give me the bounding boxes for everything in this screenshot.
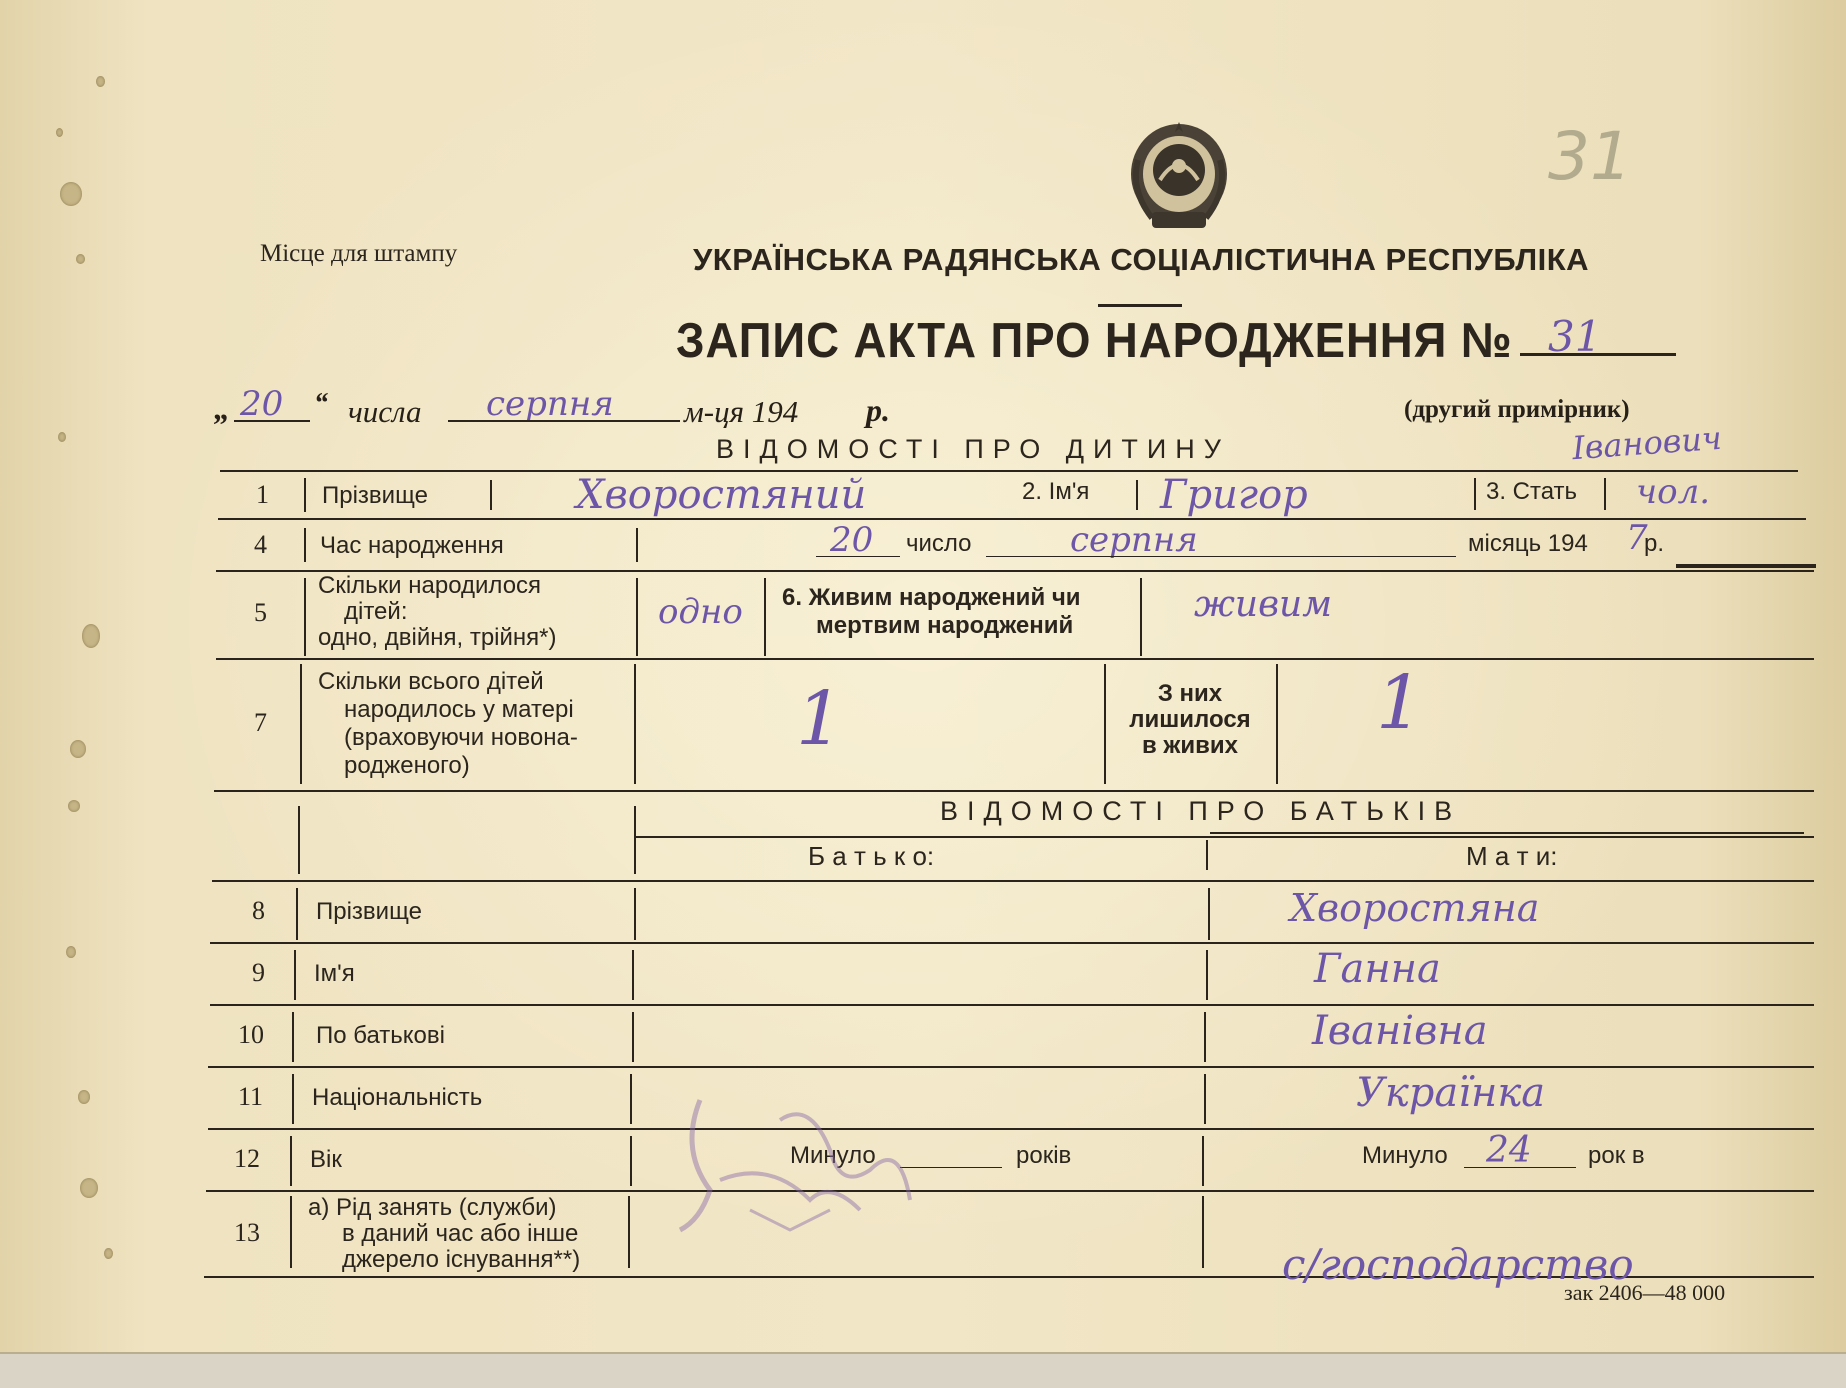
row-number: 12 — [234, 1144, 260, 1173]
rule — [294, 950, 296, 1000]
date-day-label: числа — [348, 394, 422, 429]
row-number: 13 — [234, 1218, 260, 1247]
republic-title: УКРАЇНСЬКА РАДЯНСЬКА СОЦІАЛІСТИЧНА РЕСПУБЛІКА — [693, 242, 1590, 277]
punch-hole — [60, 182, 82, 206]
row-number: 9 — [252, 958, 265, 987]
value-line — [816, 556, 900, 557]
rule — [1104, 664, 1106, 784]
birth-month-label: місяць 194 — [1468, 530, 1588, 557]
date-close-quote: “ — [314, 388, 328, 419]
alive-or-stillborn-value: живим — [1194, 584, 1333, 625]
mother-age-prefix: Минуло — [1362, 1142, 1448, 1169]
birth-year-label: р. — [1644, 530, 1665, 557]
alive-children-label: в живих — [1141, 732, 1239, 759]
birth-day: 20 — [830, 520, 874, 560]
rule — [214, 790, 1814, 792]
value-line — [690, 1004, 1210, 1006]
occupation-label: джерело існування**) — [342, 1246, 581, 1273]
row-number: 11 — [238, 1082, 264, 1111]
child-section-heading: ВІДОМОСТІ ПРО ДИТИНУ — [716, 434, 1230, 464]
value-line — [986, 556, 1456, 557]
rule — [634, 806, 636, 874]
rule — [220, 470, 1798, 472]
alive-children-value: 1 — [1376, 660, 1424, 746]
divider — [1098, 304, 1182, 307]
rule — [1204, 1074, 1206, 1124]
rule — [212, 880, 1814, 882]
date-month: серпня — [486, 384, 614, 424]
rule — [1204, 1012, 1206, 1062]
punch-hole — [82, 624, 100, 648]
alive-children-label: З них — [1157, 680, 1223, 707]
document-title: ЗАПИС АКТА ПРО НАРОДЖЕННЯ № — [676, 314, 1513, 368]
punch-hole — [56, 128, 63, 137]
paper-bottom-edge — [0, 1352, 1846, 1388]
rule — [292, 1012, 294, 1062]
rule — [1206, 950, 1208, 1000]
parent-age-label: Вік — [310, 1146, 342, 1173]
mother-age-value: 24 — [1486, 1130, 1532, 1171]
rule — [290, 1196, 292, 1268]
alive-children-label: лишилося — [1129, 706, 1251, 733]
date-year-label: р. — [866, 392, 890, 428]
punch-hole — [58, 432, 66, 442]
rule — [304, 528, 306, 562]
occupation-label: в даний час або інше — [342, 1220, 579, 1247]
mother-patronymic: Іванівна — [1312, 1008, 1488, 1054]
total-children-label: родженого) — [344, 752, 470, 779]
rule — [1474, 478, 1476, 510]
rule — [632, 950, 634, 1000]
rule — [764, 578, 766, 656]
mother-nationality: Українка — [1356, 1070, 1546, 1116]
children-count-value: одно — [658, 592, 743, 632]
coat-of-arms-emblem — [1122, 120, 1236, 236]
rule — [1276, 664, 1278, 784]
row-number: 10 — [238, 1020, 264, 1049]
rule — [1604, 478, 1606, 510]
rule — [216, 658, 1814, 660]
alive-or-stillborn-label: мертвим народжений — [816, 612, 1074, 639]
rule — [634, 888, 636, 940]
birth-time-label: Час народження — [320, 532, 504, 559]
mother-occupation: с/господарство — [1282, 1240, 1634, 1289]
sex-label: 3. Стать — [1486, 478, 1578, 505]
punch-hole — [96, 76, 105, 87]
act-number-underline — [1520, 353, 1676, 356]
punch-hole — [76, 254, 85, 264]
children-count-label: одно, двійня, трійня*) — [318, 624, 557, 651]
date-month-underline — [448, 420, 680, 422]
surname-label: Прізвище — [322, 482, 428, 509]
row-number: 8 — [252, 896, 265, 925]
total-children-value: 1 — [796, 676, 844, 762]
punch-hole — [80, 1178, 98, 1198]
parent-surname-label: Прізвище — [316, 898, 422, 925]
act-number: 31 — [1548, 312, 1602, 361]
rule — [296, 888, 298, 940]
archive-number: 31 — [1548, 118, 1632, 195]
punch-hole — [78, 1090, 90, 1104]
punch-hole — [68, 800, 80, 812]
mother-age-suffix: рок в — [1588, 1142, 1645, 1169]
rule — [218, 518, 1806, 520]
father-header: Б а т ь к о: — [808, 841, 935, 871]
total-children-label: Скільки всього дітей — [318, 668, 544, 695]
rule — [290, 1136, 292, 1186]
name-label: 2. Ім'я — [1022, 478, 1090, 505]
parents-section-heading: ВІДОМОСТІ ПРО БАТЬКІВ — [940, 796, 1462, 826]
child-patronymic-note: Іванович — [1570, 418, 1723, 468]
row-number: 5 — [254, 598, 267, 627]
rule — [1676, 564, 1816, 568]
rule — [1208, 888, 1210, 940]
rule — [304, 478, 306, 512]
rule — [634, 664, 636, 784]
rule — [1202, 1136, 1204, 1186]
rule — [630, 1136, 632, 1186]
total-children-label: народилось у матері — [344, 696, 574, 723]
parent-name-label: Ім'я — [314, 960, 355, 987]
mother-name: Ганна — [1314, 946, 1441, 992]
rule — [300, 664, 302, 784]
punch-hole — [66, 946, 76, 958]
child-name: Григор — [1160, 472, 1308, 518]
date-open-quote: „ — [214, 390, 230, 426]
occupation-label: а) Рід занять (служби) — [308, 1194, 557, 1221]
row-number: 4 — [254, 530, 267, 559]
child-sex: чол. — [1636, 472, 1711, 512]
rule — [1136, 480, 1138, 510]
rule — [490, 480, 492, 510]
row-number: 1 — [256, 480, 269, 509]
parent-patronymic-label: По батькові — [316, 1022, 445, 1049]
children-count-label: дітей: — [344, 598, 408, 625]
rule — [628, 1196, 630, 1268]
rule — [636, 578, 638, 656]
rule — [1202, 1196, 1204, 1268]
rule — [636, 528, 638, 562]
parent-nationality-label: Національність — [312, 1084, 483, 1111]
mother-surname: Хворостяна — [1290, 886, 1540, 930]
stamp-place-label: Місце для штампу — [260, 240, 458, 267]
birth-year-digit: 7 — [1626, 518, 1648, 558]
punch-hole — [104, 1248, 113, 1259]
father-age-prefix: Минуло — [790, 1142, 876, 1169]
copy-label: (другий примірник) — [1404, 396, 1630, 423]
punch-hole — [70, 740, 86, 758]
rule — [298, 806, 300, 874]
faded-stamp — [660, 1060, 960, 1260]
father-age-suffix: років — [1016, 1142, 1072, 1169]
rule — [630, 1074, 632, 1124]
date-day-underline — [234, 420, 310, 422]
total-children-label: (враховуючи новона- — [344, 724, 578, 751]
rule — [1206, 840, 1208, 870]
rule — [1140, 578, 1142, 656]
rule — [636, 836, 1814, 838]
print-order: зак 2406—48 000 — [1564, 1280, 1726, 1305]
birth-day-label: число — [906, 530, 972, 557]
rule — [292, 1074, 294, 1124]
children-count-label: Скільки народилося — [318, 572, 542, 599]
rule — [210, 942, 1814, 944]
rule — [632, 1012, 634, 1062]
rule — [206, 1190, 1814, 1192]
birth-month: серпня — [1070, 520, 1198, 560]
date-day: 20 — [240, 384, 284, 424]
date-month-label: м-ця 194 — [684, 394, 799, 429]
row-number: 7 — [254, 708, 267, 737]
child-surname: Хворостяний — [576, 472, 867, 518]
mother-header: М а т и: — [1466, 841, 1558, 871]
alive-or-stillborn-label: 6. Живим народжений чи — [782, 584, 1081, 611]
rule — [304, 578, 306, 656]
value-line — [1210, 832, 1804, 834]
